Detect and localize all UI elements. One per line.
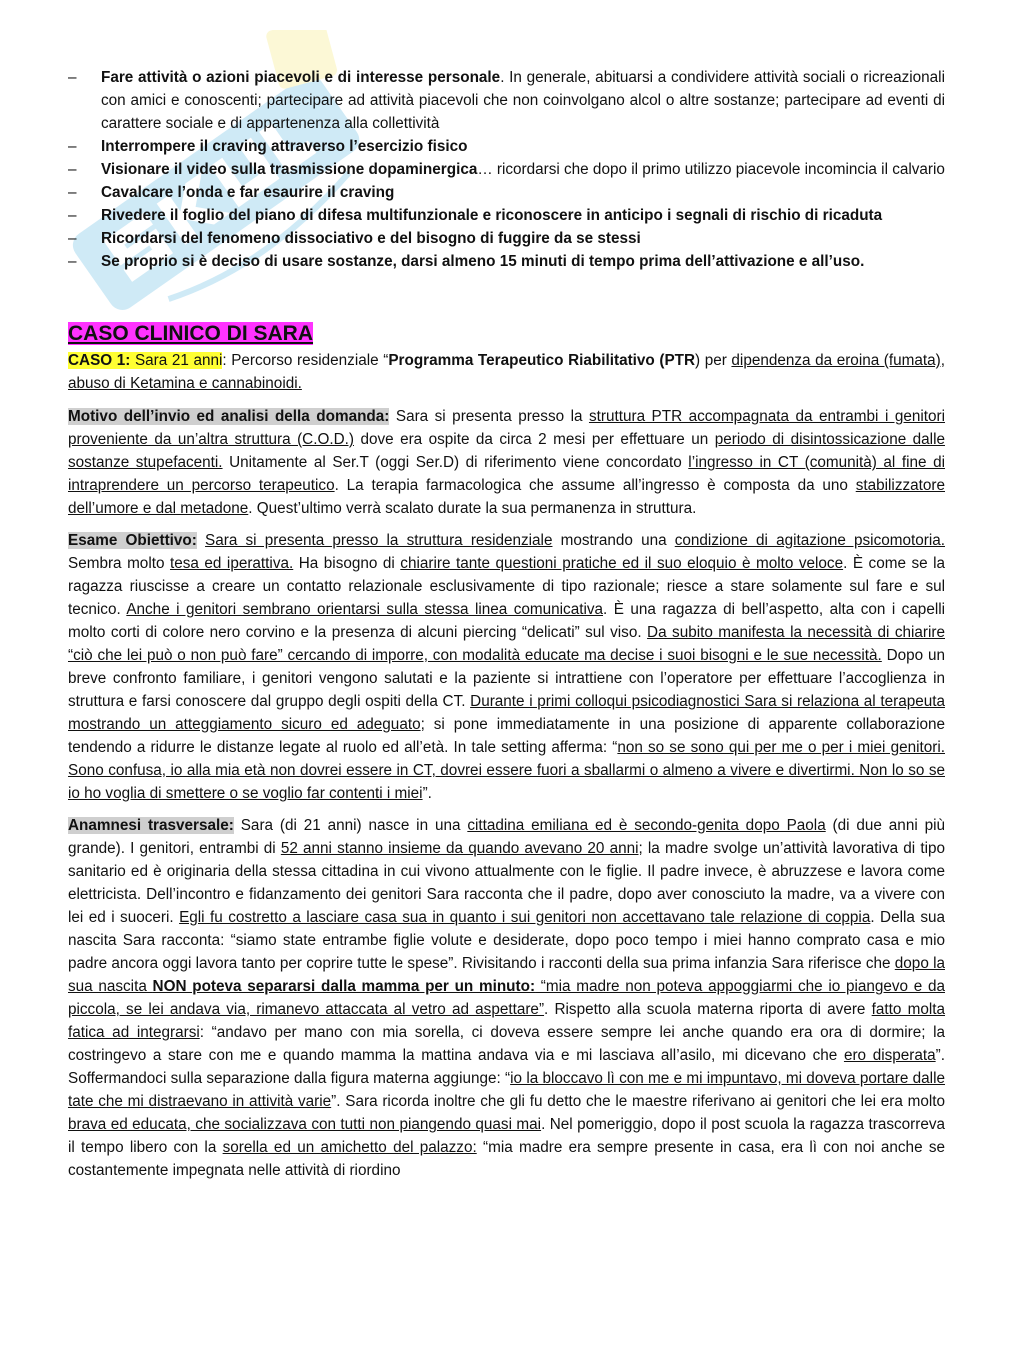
motivo-heading: Motivo dell’invio ed analisi della domanda: [68,408,390,425]
advice-list [68,66,945,273]
list-item: – Se proprio si è deciso di usare sostanze, darsi almeno 15 minuti di tempo prima dell’attivazione e all’uso. [68,250,945,273]
esame-paragraph: Esame Obiettivo: Sara si presenta presso la struttura residenziale mostrando una condizione di agitazione psicomotoria. Sembra molto tesa ed iperattiva. Ha bisogno di chiarire tante questioni pratiche ed il suo eloquio è molto veloce. È come se la ragazza riuscisse a creare un contatto relazionale esclusivamente di tipo razionale; riesce a stare solamente sul fare e sul tecnico. Anche i genitori sembrano orientarsi sulla stessa linea comunicativa. È una ragazza di bell’aspetto, alta con i capelli molto corti di colore nero corvino e la presenza di alcuni piercing “delicati” sul viso. Da subito manifesta la necessità di chiarire “ciò che lei può o non può fare” cercando di imporre, con modalità educate ma decise i suoi bisogni e le sue necessità. Dopo un breve confronto familiare, i genitori vengono salutati e la paziente si intrattiene con l’operatore per effettuare l’accoglienza in struttura e farsi conoscere dal gruppo degli ospiti della CT. Durante i primi colloqui psicodiagnostici Sara si relaziona al terapeuta mostrando un atteggiamento sicuro ed adeguato; si pone immediatamente in una posizione di apparente collaborazione tendendo a ridurre le distanze legate al ruolo ed all’età. In tale setting afferma: “non so se sono qui per me o per i miei genitori. Sono confusa, io alla mia età non dovrei essere in CT, dovrei essere fuori a sballarmi o almeno a vivere e divertirmi. Non lo so se io ho voglia di smettere o se voglio far contenti i miei”. [68,532,946,802]
list-item: – Fare attività o azioni piacevoli e di interesse personale. In generale, abituarsi a condividere attività sociali o ricreazionali con amici e conoscenti; partecipare ad attività piacevoli che non coinvolgano alcol o altre sostanze; partecipare ad eventi di carattere sociale e di appartenenza alla collettività [68,66,945,135]
document-content [68,66,945,1191]
anamnesi-heading: Anamnesi trasversale: [68,817,234,834]
caso-paragraph: CASO 1: Sara 21 anni: Percorso residenziale “Programma Terapeutico Riabilitativo (PTR) per dipendenza da eroina (fumata), abuso di Ketamina e cannabinoidi. [68,352,946,392]
section-title: CASO CLINICO DI SARA [68,322,314,345]
list-item: – Interrompere il craving attraverso l’esercizio fisico [68,135,945,158]
list-item: – Rivedere il foglio del piano di difesa multifunzionale e riconoscere in anticipo i segnali di rischio di ricaduta [68,204,945,227]
list-item: – Ricordarsi del fenomeno dissociativo e del bisogno di fuggire da se stessi [68,227,945,250]
esame-heading: Esame Obiettivo: [68,532,197,549]
anamnesi-paragraph: Anamnesi trasversale: Sara (di 21 anni) nasce in una cittadina emiliana ed è secondo-genita dopo Paola (di due anni più grande). I genitori, entrambi di 52 anni stanno insieme da quando avevano 20 anni; la madre svolge un’attività lavorativa di tipo sanitario ed è originaria della stessa cittadina in cui vivono attualmente con le figlie. Il padre invece, è abruzzese e lavora come elettricista. Dell’incontro e fidanzamento dei genitori Sara racconta che il padre, dopo aver conosciuto la madre, va a vivere con lei ed i suoceri. Egli fu costretto a lasciare casa sua in quanto i sui genitori non accettavano tale relazione di coppia. Della sua nascita Sara racconta: “siamo state entrambe figlie volute e desiderate, dopo poco tempo i miei hanno comprato casa e mio padre ancora oggi lavora tanto per coprire tutte le spese”. Rivisitando i racconti della sua prima infanzia Sara riferisce che dopo la sua nascita NON poteva separarsi dalla mamma per un minuto: “mia madre non poteva appoggiarmi che io piangevo e da piccola, se lei andava via, rimanevo attaccata al vetro ad aspettare”. Rispetto alla scuola materna riporta di avere fatto molta fatica ad integrarsi: “andavo per mano con mia sorella, ci doveva essere sempre lei anche quando era ora di dormire; la costringevo a stare con me e quando mamma la mattina andava via e mi lasciava all’asilo, mi dicevano che ero disperata”. Soffermandoci sulla separazione dalla figura materna aggiunge: “io la bloccavo lì con me e mi impuntavo, mi doveva portare dalle tate che mi distraevano in attività varie”. Sara ricorda inoltre che gli fu detto che le maestre riferivano ai genitori che lei era molto brava ed educata, che socializzava con tutti non piangendo quasi mai. Nel pomeriggio, dopo il post scuola la ragazza trascorreva il tempo libero con la sorella ed un amichetto del palazzo: “mia madre era sempre presente in casa, era lì con noi anche se costantemente impegnata nelle attività di riordino [68,817,946,1179]
list-item: – Cavalcare l’onda e far esaurire il craving [68,181,945,204]
motivo-paragraph: Motivo dell’invio ed analisi della domanda: Sara si presenta presso la struttura PTR accompagnata da entrambi i genitori proveniente da un’altra struttura (C.O.D.) dove era ospite da circa 2 mesi per effettuare un periodo di disintossicazione dalle sostanze stupefacenti. Unitamente al Ser.T (oggi Ser.D) di riferimento viene concordato l’ingresso in CT (comunità) al fine di intraprendere un percorso terapeutico. La terapia farmacologica che assume all’ingresso è composta da uno stabilizzatore dell’umore e dal metadone. Quest’ultimo verrà scalato durate la sua permanenza in struttura. [68,408,946,517]
list-item: – Visionare il video sulla trasmissione dopaminergica… ricordarsi che dopo il primo utilizzo piacevole incomincia il calvario [68,158,945,181]
